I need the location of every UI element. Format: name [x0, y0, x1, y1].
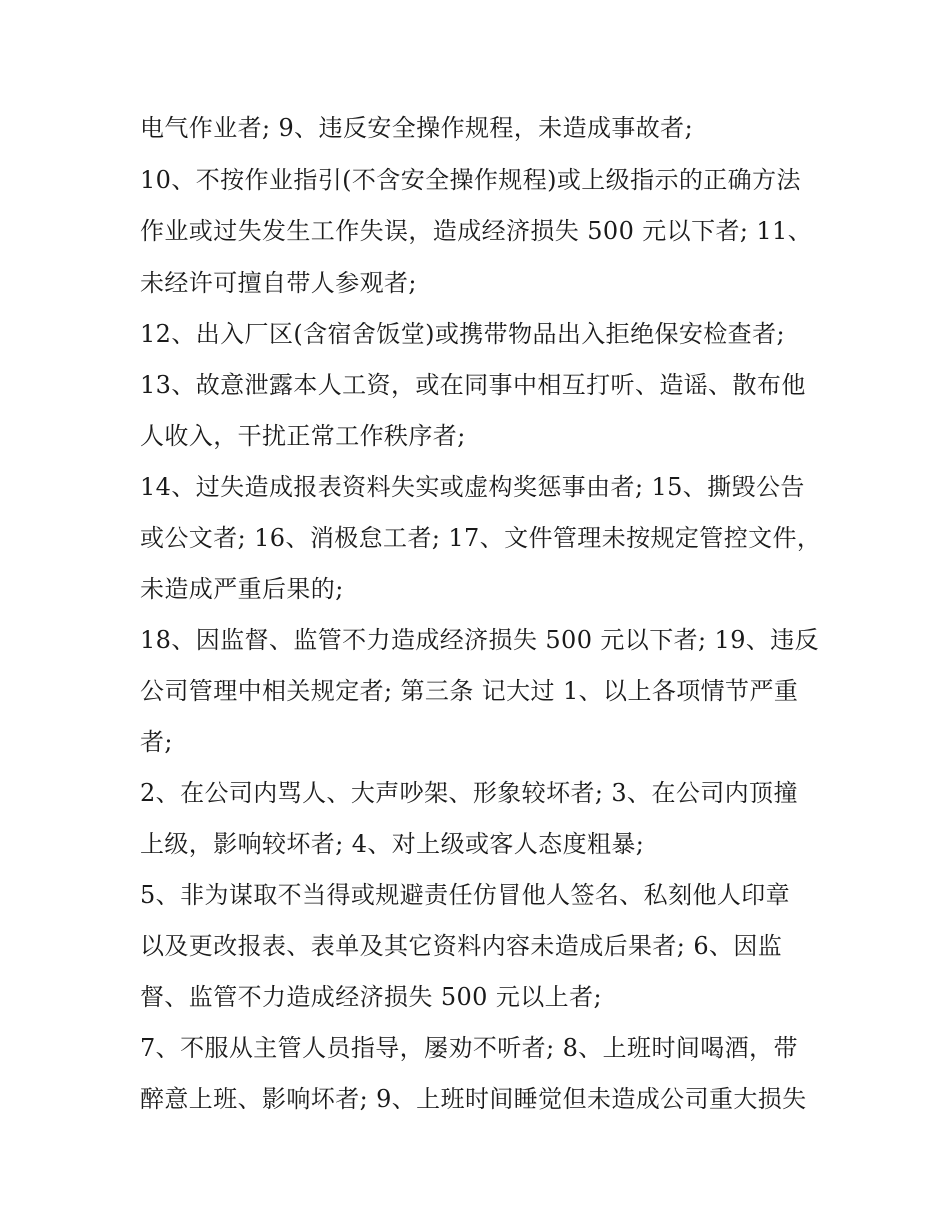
text-line: 醉意上班、影响坏者; 9、上班时间睡觉但未造成公司重大损失	[140, 1085, 807, 1113]
text-line: 上级，影响较坏者; 4、对上级或客人态度粗暴;	[140, 830, 645, 858]
text-line: 未经许可擅自带人参观者;	[140, 269, 417, 297]
text-line: 7、不服从主管人员指导，屡劝不听者; 8、上班时间喝酒，带	[140, 1034, 798, 1062]
text-line: 12、出入厂区(含宿舍饭堂)或携带物品出入拒绝保安检查者;	[140, 320, 785, 348]
text-line: 督、监管不力造成经济损失 500 元以上者;	[140, 983, 602, 1011]
text-line: 13、故意泄露本人工资，或在同事中相互打听、造谣、散布他	[140, 371, 806, 399]
text-line: 2、在公司内骂人、大声吵架、形象较坏者; 3、在公司内顶撞	[140, 779, 798, 807]
text-line: 5、非为谋取不当得或规避责任仿冒他人签名、私刻他人印章	[140, 881, 791, 909]
text-line: 10、不按作业指引(不含安全操作规程)或上级指示的正确方法	[140, 166, 801, 194]
text-line: 作业或过失发生工作失误，造成经济损失 500 元以下者; 11、	[140, 217, 813, 245]
text-line: 电气作业者; 9、违反安全操作规程，未造成事故者;	[140, 114, 694, 142]
text-line: 人收入，干扰正常工作秩序者;	[140, 422, 466, 450]
text-line: 未造成严重后果的;	[140, 575, 344, 603]
text-line: 14、过失造成报表资料失实或虚构奖惩事由者; 15、撕毁公告	[140, 473, 805, 501]
text-line: 或公文者; 16、消极怠工者; 17、文件管理未按规定管控文件，	[140, 524, 822, 552]
text-line: 以及更改报表、表单及其它资料内容未造成后果者; 6、因监	[140, 932, 783, 960]
text-line: 18、因监督、监管不力造成经济损失 500 元以下者; 19、违反	[140, 626, 820, 654]
text-line: 公司管理中相关规定者; 第三条 记大过 1、以上各项情节严重	[140, 677, 799, 705]
text-line: 者;	[140, 728, 173, 756]
